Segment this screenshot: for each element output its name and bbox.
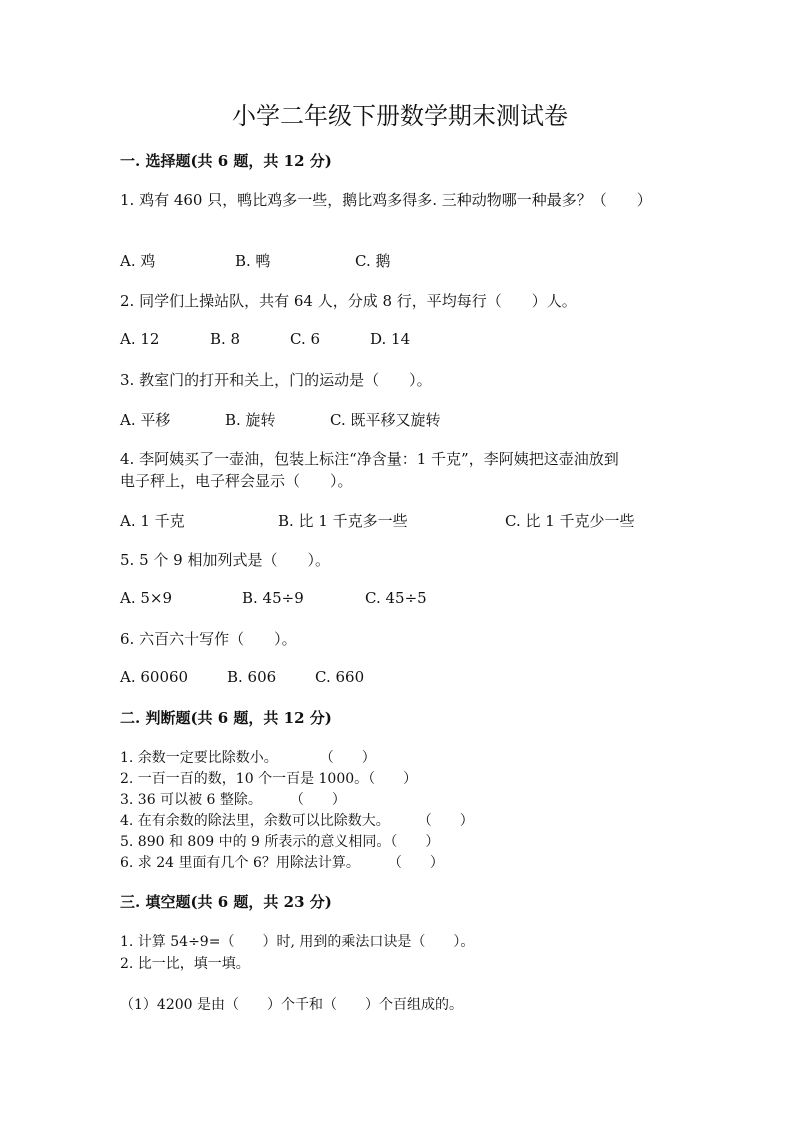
page-title: 小学二年级下册数学期末测试卷 [232,102,568,130]
q6-option-b: B. 606 [227,668,277,686]
q1-option-a: A. 鸡 [120,252,156,270]
question-6: 6. 六百六十写作（ ）。 [120,630,297,648]
section-heading-fill: 三. 填空题(共 6 题，共 23 分) [120,893,332,911]
q4-option-b: B. 比 1 千克多一些 [278,512,408,530]
q2-option-d: D. 14 [370,330,411,348]
q3-option-b: B. 旋转 [225,411,276,429]
judge-item-6: 6. 求 24 里面有几个 6？用除法计算。 （ ） [120,855,444,871]
q3-option-c: C. 既平移又旋转 [330,411,441,429]
q5-option-c: C. 45÷5 [365,589,427,607]
fill-subitem-1: （1）4200 是由（ ）个千和（ ）个百组成的。 [120,997,463,1013]
question-2: 2. 同学们上操站队，共有 64 人，分成 8 行，平均每行（ ）人。 [120,292,577,310]
section-heading-choice: 一. 选择题(共 6 题，共 12 分) [120,152,332,170]
q4-option-a: A. 1 千克 [120,512,185,530]
q6-option-c: C. 660 [315,668,365,686]
q3-option-a: A. 平移 [120,411,171,429]
question-5: 5. 5 个 9 相加列式是（ ）。 [120,551,330,569]
q4-option-c: C. 比 1 千克少一些 [505,512,635,530]
judge-item-5: 5. 890 和 809 中的 9 所表示的意义相同。（ ） [120,834,440,850]
question-4-line-2: 电子秤上，电子秤会显示（ ）。 [120,472,353,490]
q5-option-b: B. 45÷9 [242,589,304,607]
fill-item-2: 2. 比一比，填一填。 [120,956,250,972]
question-3: 3. 教室门的打开和关上，门的运动是（ ）。 [120,371,432,389]
q5-option-a: A. 5×9 [120,589,173,607]
q2-option-b: B. 8 [210,330,241,348]
judge-item-4: 4. 在有余数的除法里，余数可以比除数大。 （ ） [120,813,474,829]
section-heading-judge: 二. 判断题(共 6 题，共 12 分) [120,709,332,727]
question-4-line-1: 4. 李阿姨买了一壶油，包装上标注“净含量：1 千克”，李阿姨把这壶油放到 [120,450,619,468]
q6-option-a: A. 60060 [120,668,189,686]
judge-item-3: 3. 36 可以被 6 整除。 （ ） [120,792,346,808]
q2-option-c: C. 6 [290,330,321,348]
q1-option-b: B. 鸭 [235,252,271,270]
q1-option-c: C. 鹅 [355,252,391,270]
q2-option-a: A. 12 [120,330,160,348]
fill-item-1: 1. 计算 54÷9=（ ）时, 用到的乘法口诀是（ ）。 [120,934,475,950]
judge-item-1: 1. 余数一定要比除数小。 （ ） [120,750,376,766]
judge-item-2: 2. 一百一百的数，10 个一百是 1000。（ ） [120,771,418,787]
question-1: 1. 鸡有 460 只，鸭比鸡多一些，鹅比鸡多得多. 三种动物哪一种最多？（ ） [120,191,652,209]
